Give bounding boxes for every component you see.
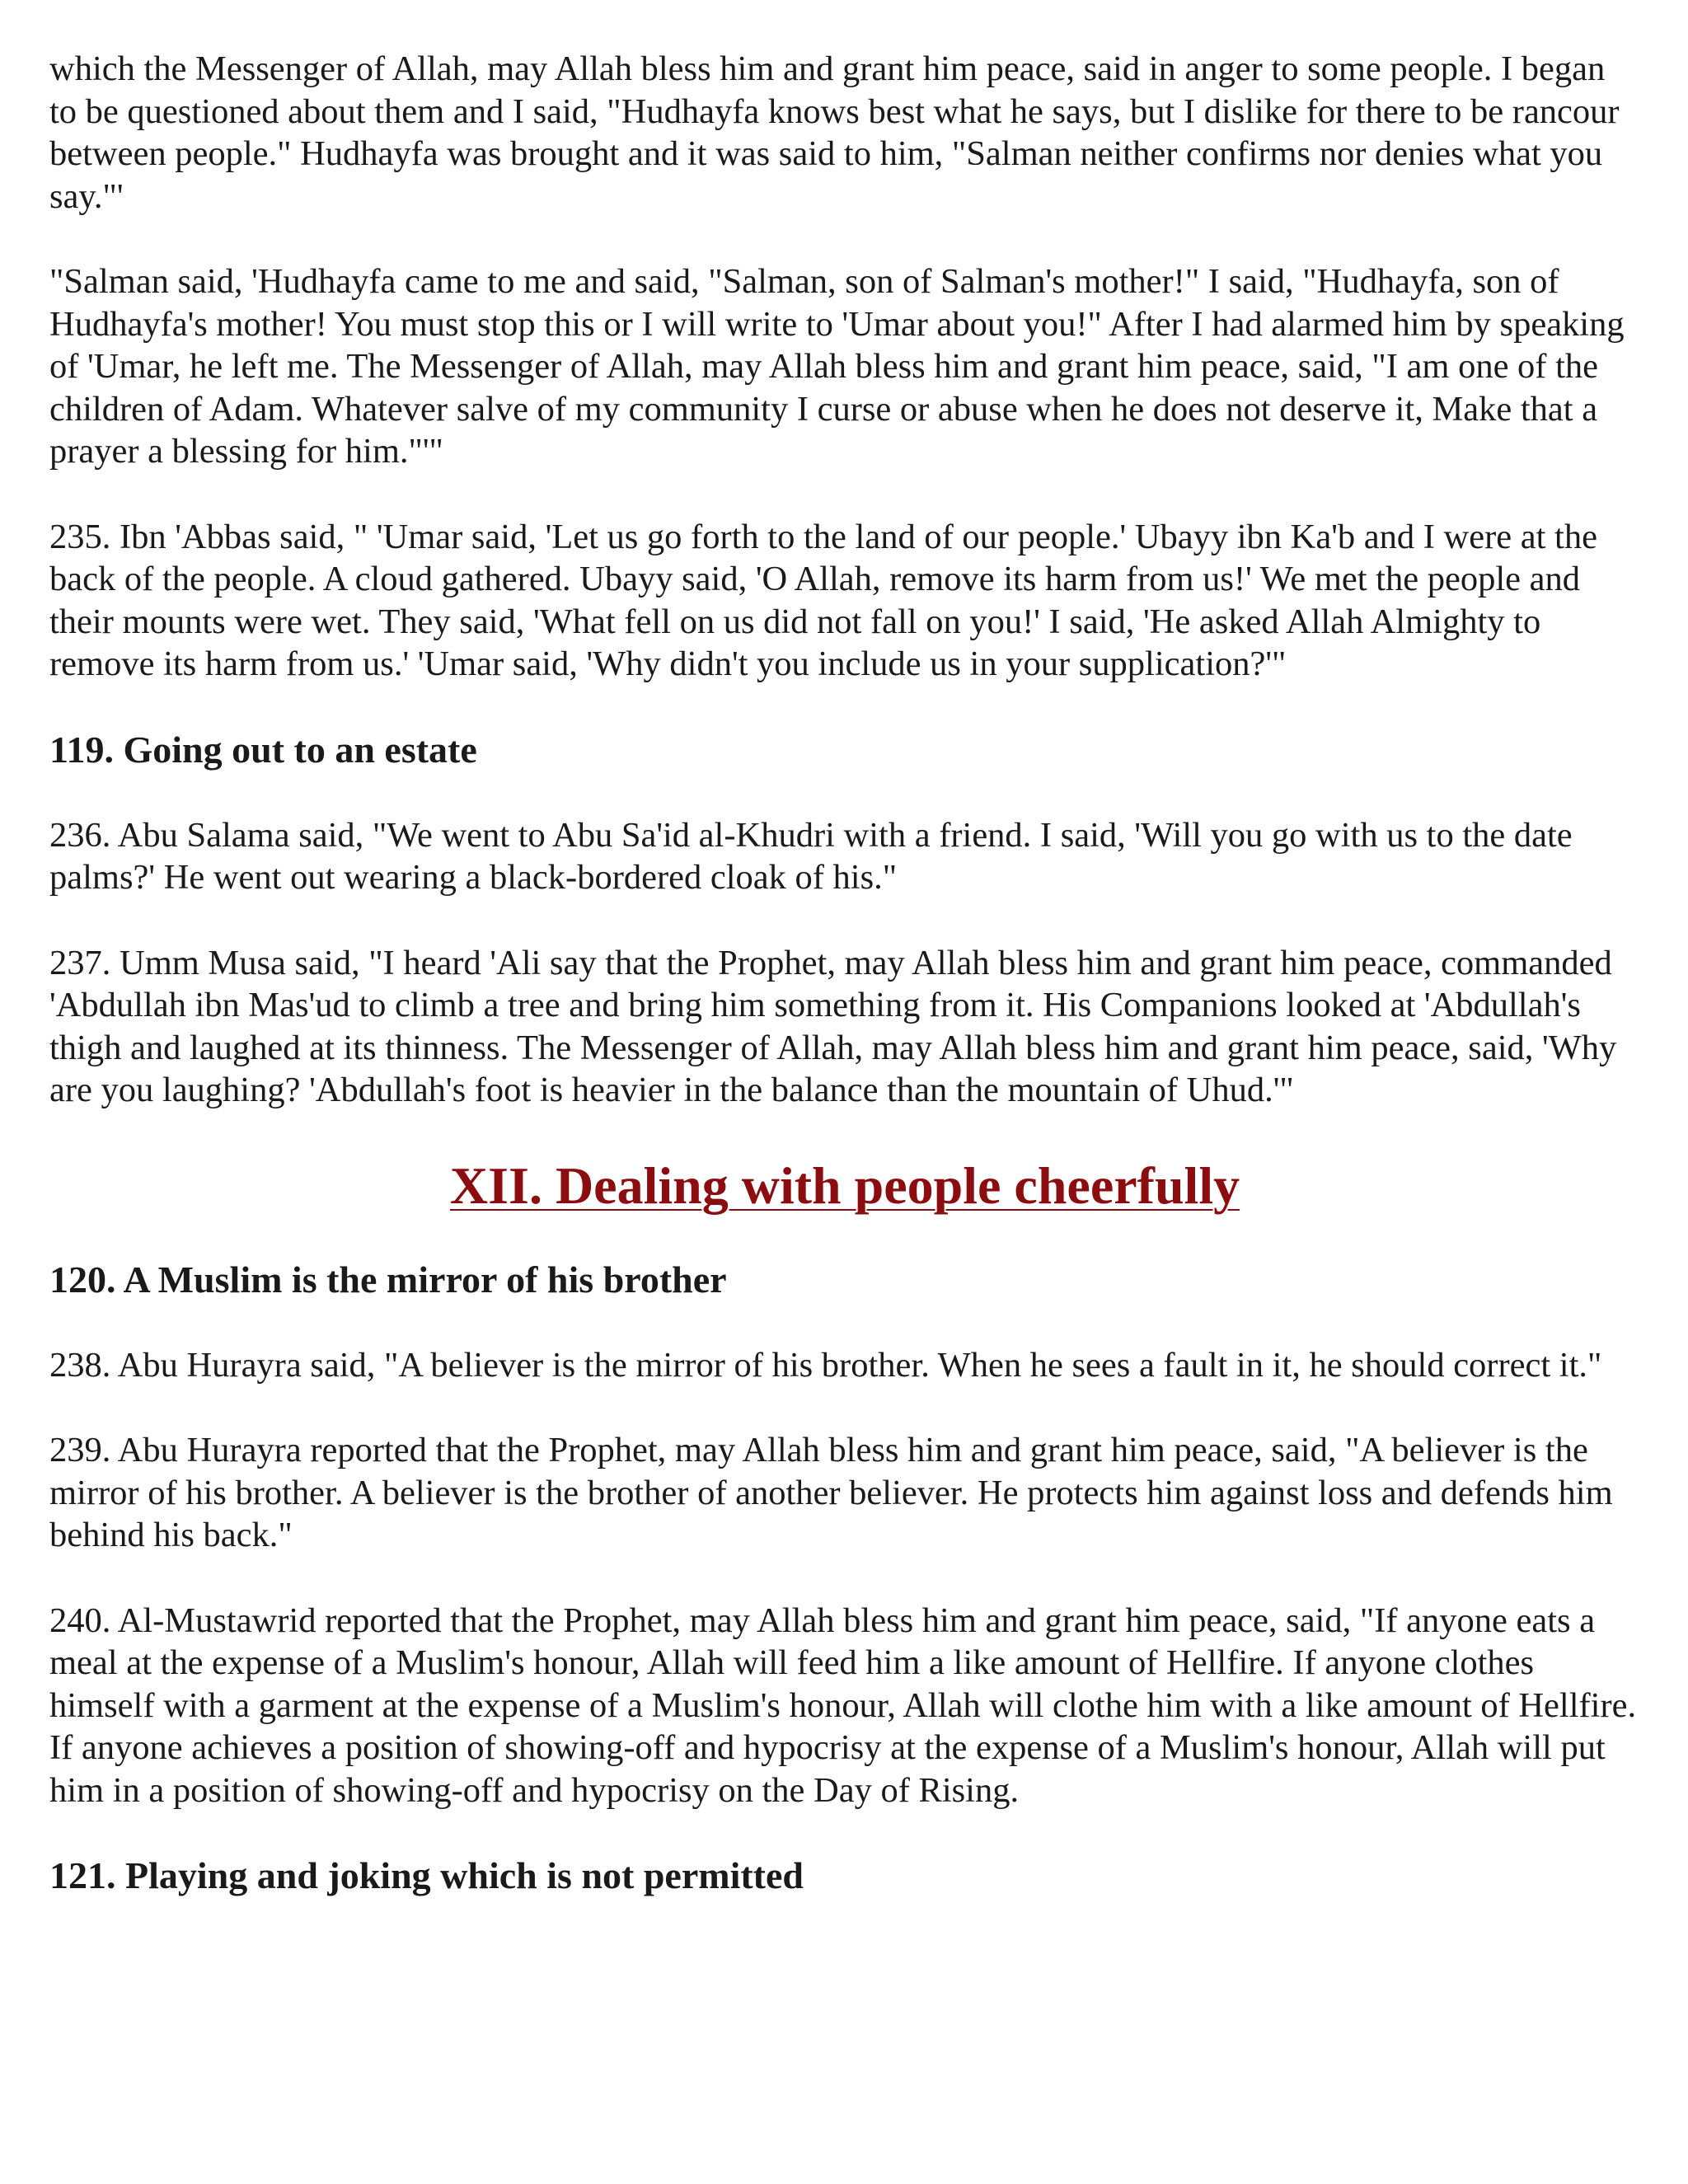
paragraph-hadith-235: 235. Ibn 'Abbas said, " 'Umar said, 'Let us go forth to the land of our people.' Ubayy ibn Ka'b and I were at the back of the people. A cloud gathered. Ubayy said, 'O Allah, remove its harm from us!' We met the people and their mounts were wet. They said, 'What fell on us did not fall on you!' I said, 'He asked Allah Almighty to remove its harm from us.' 'Umar said, 'Why didn't you include us in your supplication?'" [49, 517, 1597, 683]
paragraph-hadith-236: 236. Abu Salama said, "We went to Abu Sa'id al-Khudri with a friend. I said, 'Will you go with us to the date palms?' He went out wearing a black-bordered cloak of his." [49, 815, 1573, 897]
paragraph-hadith-239: 239. Abu Hurayra reported that the Prophet, may Allah bless him and grant him peace, said, "A believer is the mirror of his brother. A believer is the brother of another believer. He protects him against loss and defends him behind his back." [49, 1431, 1613, 1554]
document-body [49, 48, 1640, 1940]
paragraph-hadith-238: 238. Abu Hurayra said, "A believer is the mirror of his brother. When he sees a fault in it, he should correct it." [49, 1345, 1602, 1385]
chapter-heading-link[interactable]: XII. Dealing with people cheerfully [449, 1155, 1240, 1215]
section-heading-120: 120. A Muslim is the mirror of his brother [49, 1258, 727, 1301]
paragraph-hudhayfa-continued: which the Messenger of Allah, may Allah bless him and grant him peace, said in anger to some people. I began to be questioned about them and I said, "Hudhayfa knows best what he says, but I dislike for there to be rancour between people." Hudhayfa was brought and it was said to him, "Salman neither confirms nor denies what you say."' [49, 49, 1620, 216]
chapter-heading-xii [49, 1155, 1640, 1217]
section-heading-121: 121. Playing and joking which is not permitted [49, 1854, 804, 1896]
paragraph-salman-said: "Salman said, 'Hudhayfa came to me and said, "Salman, son of Salman's mother!" I said, "Hudhayfa, son of Hudhayfa's mother! You must stop this or I will write to 'Umar about you!" After I had alarmed him by speaking of 'Umar, he left me. The Messenger of Allah, may Allah bless him and grant him peace, said, "I am one of the children of Adam. Whatever salve of my community I curse or abuse when he does not deserve it, Make that a prayer a blessing for him."'" [49, 262, 1625, 471]
section-heading-119: 119. Going out to an estate [49, 728, 477, 771]
paragraph-hadith-240: 240. Al-Mustawrid reported that the Prophet, may Allah bless him and grant him peace, said, "If anyone eats a meal at the expense of a Muslim's honour, Allah will feed him a like amount of Hellfire. If anyone clothes himself with a garment at the expense of a Muslim's honour, Allah will clothe him with a like amount of Hellfire. If anyone achieves a position of showing-off and hypocrisy at the expense of a Muslim's honour, Allah will put him in a position of showing-off and hypocrisy on the Day of Rising. [49, 1601, 1637, 1810]
paragraph-hadith-237: 237. Umm Musa said, "I heard 'Ali say that the Prophet, may Allah bless him and grant him peace, commanded 'Abdullah ibn Mas'ud to climb a tree and bring him something from it. His Companions looked at 'Abdullah's thigh and laughed at its thinness. The Messenger of Allah, may Allah bless him and grant him peace, said, 'Why are you laughing? 'Abdullah's foot is heavier in the balance than the mountain of Uhud.'" [49, 943, 1617, 1109]
